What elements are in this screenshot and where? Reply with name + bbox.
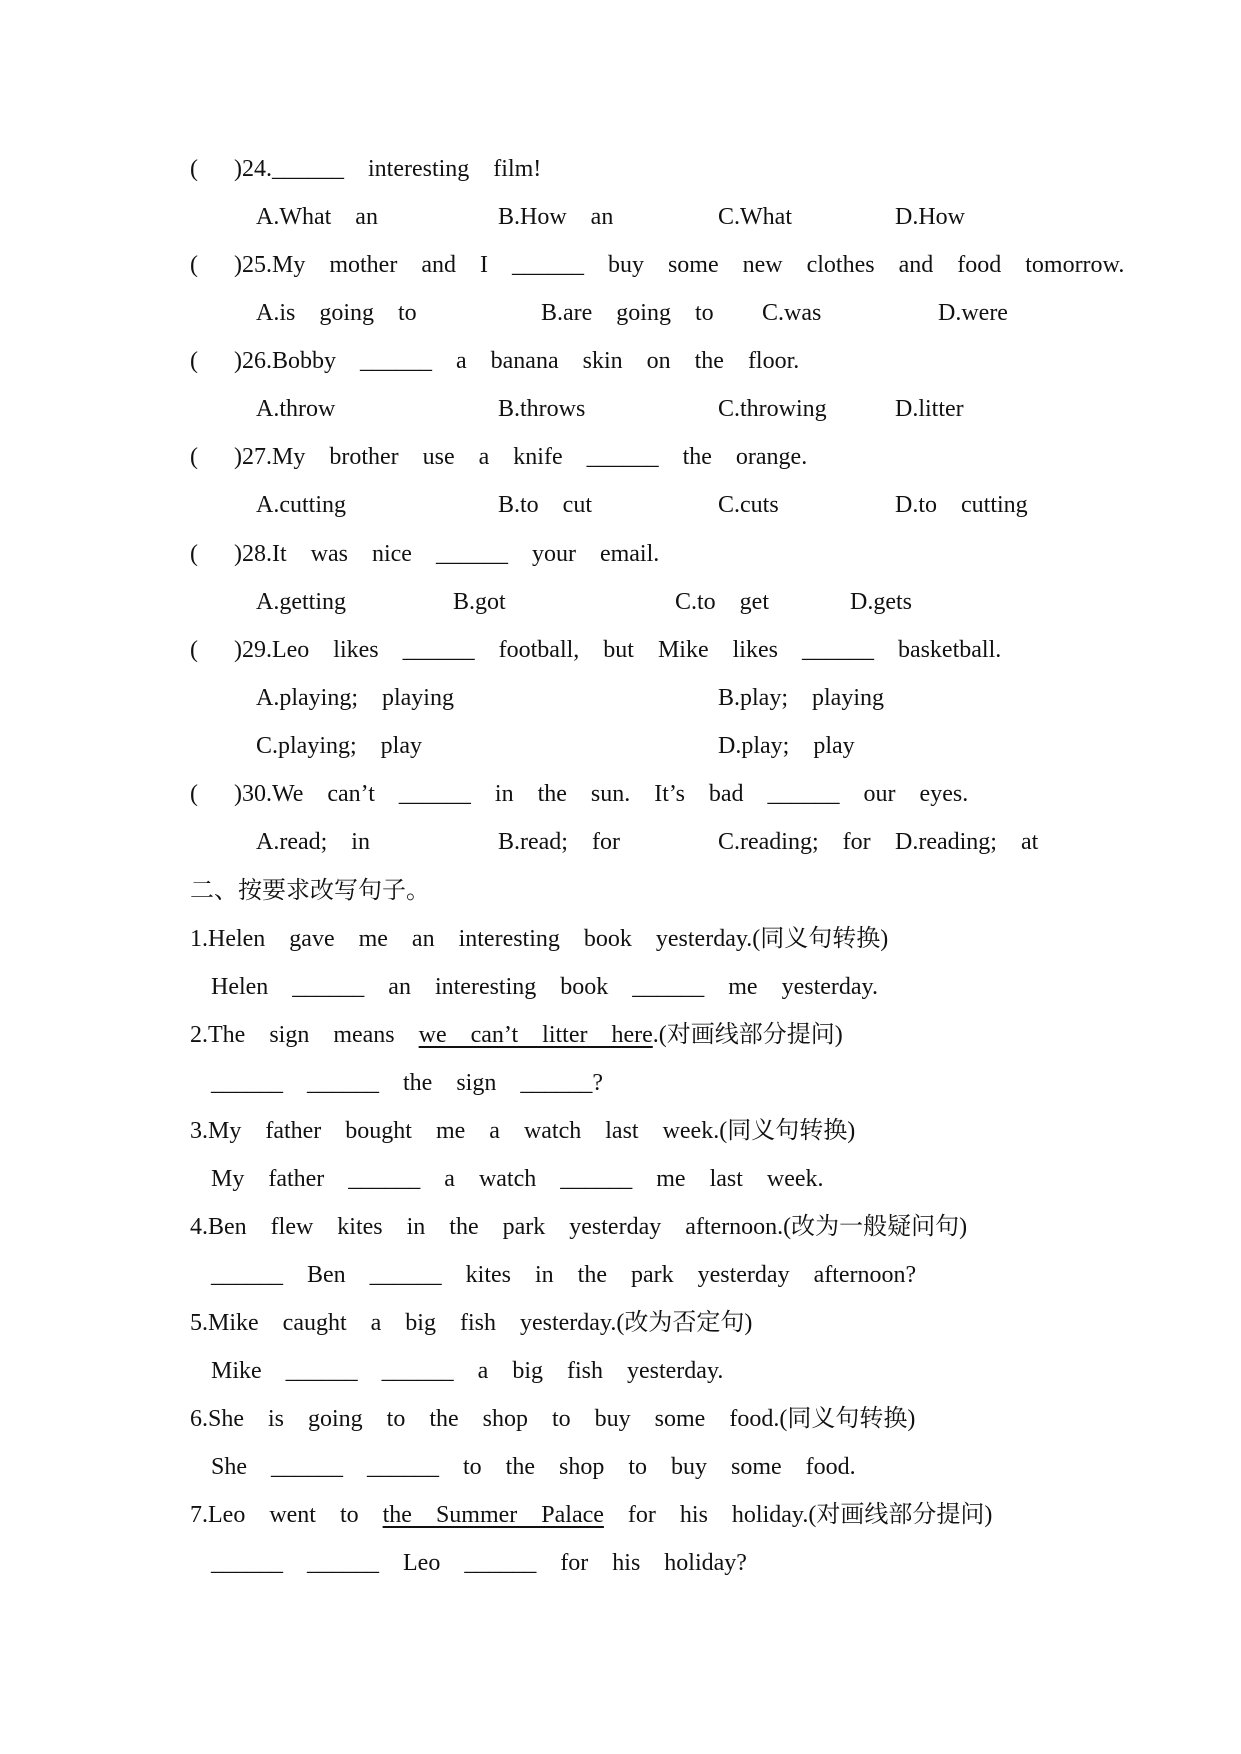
option-d: D.reading; at [895, 829, 1039, 855]
option-a: A.playing; playing [256, 685, 454, 711]
option-d: D.How [895, 204, 965, 230]
rewrite-question [190, 1011, 843, 1059]
answer-paren: ( [190, 348, 198, 374]
rewrite-answer: ______ ______ the sign ______? [211, 1070, 603, 1096]
rewrite-answer: She ______ ______ to the shop to buy some food. [211, 1454, 856, 1480]
rewrite-question: 5.Mike caught a big fish yesterday.(改为否定句) [190, 1310, 753, 1336]
question-stem: )30.We can’t ______ in the sun. It’s bad ______ our eyes. [234, 781, 969, 807]
option-b: B.to cut [498, 492, 592, 518]
rewrite-question: 4.Ben flew kites in the park yesterday afternoon.(改为一般疑问句) [190, 1214, 968, 1240]
underlined-phrase: we can’t litter here [418, 1022, 653, 1048]
option-d: D.to cutting [895, 492, 1028, 518]
option-b: B.are going to [541, 300, 714, 326]
rewrite-answer: ______ Ben ______ kites in the park yesterday afternoon? [211, 1262, 917, 1288]
option-a: A.read; in [256, 829, 370, 855]
option-c: C.reading; for [718, 829, 871, 855]
underlined-phrase: the Summer Palace [382, 1502, 604, 1528]
question-text: 2.The sign means [190, 1022, 419, 1048]
option-d: D.play; play [718, 733, 855, 759]
option-d: D.litter [895, 396, 964, 422]
question-text: 7.Leo went to [190, 1502, 383, 1528]
answer-paren: ( [190, 637, 198, 663]
answer-paren: ( [190, 541, 198, 567]
rewrite-answer: ______ ______ Leo ______ for his holiday? [211, 1550, 747, 1576]
question-instruction: .(对画线部分提问) [652, 1022, 843, 1048]
option-b: B.play; playing [718, 685, 884, 711]
option-c: C.What [718, 204, 792, 230]
option-d: D.were [938, 300, 1008, 326]
answer-paren: ( [190, 156, 198, 182]
question-stem: )25.My mother and I ______ buy some new clothes and food tomorrow. [234, 252, 1125, 278]
question-stem: )29.Leo likes ______ football, but Mike likes ______ basketball. [234, 637, 1002, 663]
option-b: B.got [453, 589, 506, 615]
section-heading: 二、按要求改写句子。 [190, 878, 430, 904]
option-c: C.throwing [718, 396, 827, 422]
rewrite-answer: My father ______ a watch ______ me last week. [211, 1166, 824, 1192]
answer-paren: ( [190, 444, 198, 470]
option-c: C.was [762, 300, 822, 326]
answer-paren: ( [190, 252, 198, 278]
option-b: B.How an [498, 204, 614, 230]
rewrite-answer: Mike ______ ______ a big fish yesterday. [211, 1358, 724, 1384]
rewrite-answer: Helen ______ an interesting book ______ me yesterday. [211, 974, 878, 1000]
option-c: C.cuts [718, 492, 779, 518]
option-a: A.cutting [256, 492, 346, 518]
question-stem: )28.It was nice ______ your email. [234, 541, 660, 567]
rewrite-question: 3.My father bought me a watch last week.(同义句转换) [190, 1118, 856, 1144]
option-a: A.What an [256, 204, 378, 230]
option-a: A.throw [256, 396, 336, 422]
rewrite-question [190, 1491, 992, 1539]
question-stem: )27.My brother use a knife ______ the orange. [234, 444, 808, 470]
question-stem: )26.Bobby ______ a banana skin on the floor. [234, 348, 800, 374]
option-a: A.is going to [256, 300, 417, 326]
option-b: B.read; for [498, 829, 620, 855]
answer-paren: ( [190, 781, 198, 807]
option-c: C.to get [675, 589, 769, 615]
option-d: D.gets [850, 589, 912, 615]
question-stem: )24.______ interesting film! [234, 156, 542, 182]
rewrite-question: 6.She is going to the shop to buy some food.(同义句转换) [190, 1406, 916, 1432]
option-c: C.playing; play [256, 733, 422, 759]
rewrite-question: 1.Helen gave me an interesting book yesterday.(同义句转换) [190, 926, 889, 952]
question-instruction: for his holiday.(对画线部分提问) [603, 1502, 993, 1528]
option-b: B.throws [498, 396, 586, 422]
option-a: A.getting [256, 589, 346, 615]
